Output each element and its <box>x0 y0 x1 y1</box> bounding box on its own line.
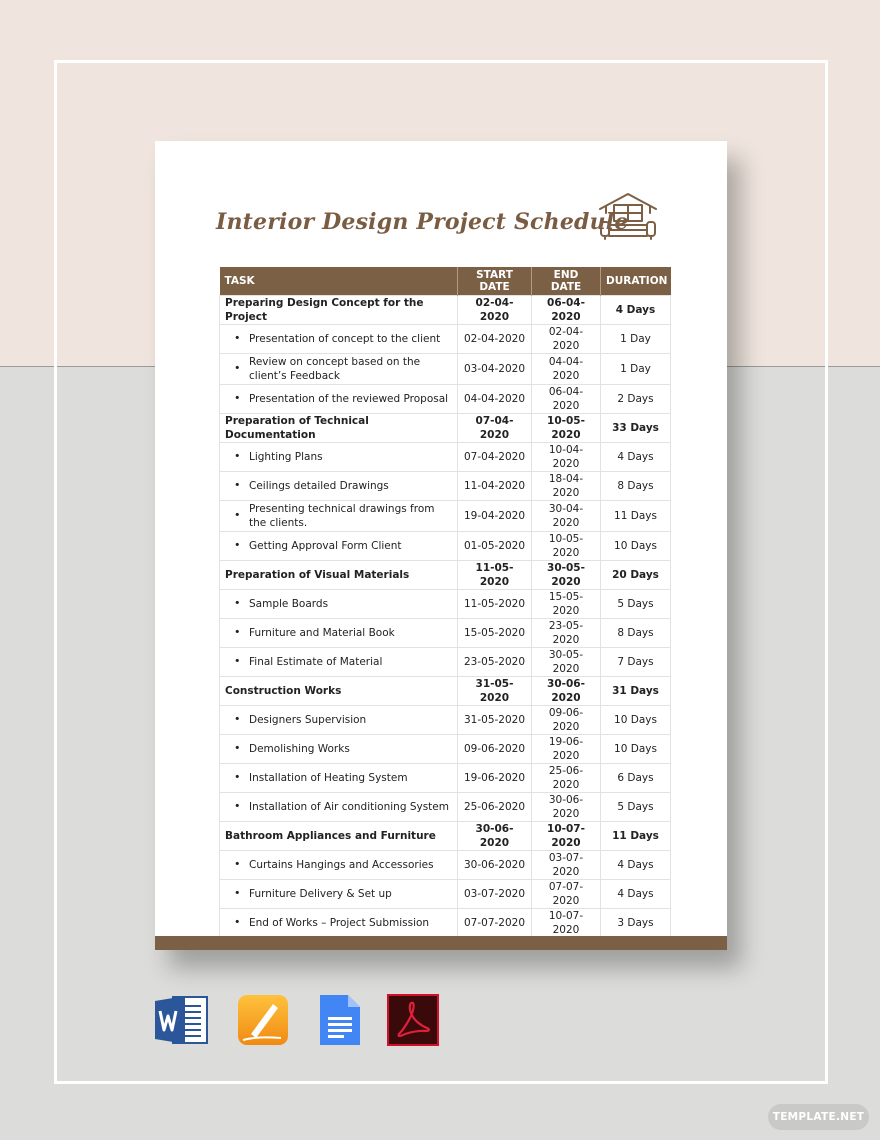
duration-cell: 4 Days <box>601 851 671 880</box>
header-start-date: START DATE <box>458 267 532 296</box>
table-group-row <box>220 677 671 706</box>
table-row <box>220 619 671 648</box>
task-cell: • Designers Supervision <box>220 706 458 735</box>
duration-cell: 8 Days <box>601 472 671 501</box>
task-cell: • Presentation of concept to the client <box>220 325 458 354</box>
table-header-row <box>220 267 671 296</box>
task-cell: • Installation of Heating System <box>220 764 458 793</box>
google-docs-icon[interactable] <box>316 994 370 1046</box>
duration-cell: 8 Days <box>601 619 671 648</box>
word-icon[interactable] <box>155 994 209 1046</box>
end-date-cell: 15-05-2020 <box>532 590 601 619</box>
start-date-cell: 07-07-2020 <box>458 909 532 938</box>
table-row <box>220 648 671 677</box>
end-date-cell: 23-05-2020 <box>532 619 601 648</box>
duration-cell: 2 Days <box>601 385 671 414</box>
task-cell: Preparation of Visual Materials <box>220 561 458 590</box>
duration-cell: 10 Days <box>601 532 671 561</box>
end-date-cell: 10-05-2020 <box>532 414 601 443</box>
task-cell: • Presenting technical drawings from the clients. <box>220 501 458 532</box>
end-date-cell: 30-06-2020 <box>532 677 601 706</box>
table-row <box>220 793 671 822</box>
task-cell: • Review on concept based on the client’s Feedback <box>220 354 458 385</box>
duration-cell: 7 Days <box>601 648 671 677</box>
table-row <box>220 385 671 414</box>
start-date-cell: 02-04-2020 <box>458 296 532 325</box>
document-title: Interior Design Project Schedule <box>216 209 629 235</box>
end-date-cell: 09-06-2020 <box>532 706 601 735</box>
task-cell: • Final Estimate of Material <box>220 648 458 677</box>
header-task: TASK <box>220 267 458 296</box>
start-date-cell: 04-04-2020 <box>458 385 532 414</box>
table-row <box>220 590 671 619</box>
table-group-row <box>220 561 671 590</box>
house-furniture-icon <box>597 191 659 243</box>
end-date-cell: 07-07-2020 <box>532 880 601 909</box>
task-cell: • Curtains Hangings and Accessories <box>220 851 458 880</box>
task-cell: Bathroom Appliances and Furniture <box>220 822 458 851</box>
end-date-cell: 18-04-2020 <box>532 472 601 501</box>
start-date-cell: 15-05-2020 <box>458 619 532 648</box>
duration-cell: 1 Day <box>601 325 671 354</box>
start-date-cell: 07-04-2020 <box>458 414 532 443</box>
table-row <box>220 735 671 764</box>
start-date-cell: 30-06-2020 <box>458 851 532 880</box>
start-date-cell: 11-05-2020 <box>458 561 532 590</box>
start-date-cell: 31-05-2020 <box>458 706 532 735</box>
duration-cell: 5 Days <box>601 590 671 619</box>
end-date-cell: 30-04-2020 <box>532 501 601 532</box>
document-footer-bar <box>155 936 727 950</box>
start-date-cell: 02-04-2020 <box>458 325 532 354</box>
start-date-cell: 03-07-2020 <box>458 880 532 909</box>
duration-cell: 4 Days <box>601 443 671 472</box>
table-row <box>220 851 671 880</box>
end-date-cell: 30-06-2020 <box>532 793 601 822</box>
task-cell: • End of Works – Project Submission <box>220 909 458 938</box>
end-date-cell: 06-04-2020 <box>532 385 601 414</box>
end-date-cell: 10-07-2020 <box>532 909 601 938</box>
task-cell: • Getting Approval Form Client <box>220 532 458 561</box>
table-row <box>220 706 671 735</box>
task-cell: • Furniture Delivery & Set up <box>220 880 458 909</box>
duration-cell: 33 Days <box>601 414 671 443</box>
table-group-row <box>220 822 671 851</box>
table-row <box>220 443 671 472</box>
duration-cell: 4 Days <box>601 880 671 909</box>
task-cell: • Installation of Air conditioning System <box>220 793 458 822</box>
table-group-row <box>220 296 671 325</box>
end-date-cell: 02-04-2020 <box>532 325 601 354</box>
duration-cell: 4 Days <box>601 296 671 325</box>
task-cell: • Presentation of the reviewed Proposal <box>220 385 458 414</box>
start-date-cell: 31-05-2020 <box>458 677 532 706</box>
end-date-cell: 30-05-2020 <box>532 561 601 590</box>
duration-cell: 11 Days <box>601 501 671 532</box>
task-cell: • Demolishing Works <box>220 735 458 764</box>
task-cell: • Furniture and Material Book <box>220 619 458 648</box>
end-date-cell: 03-07-2020 <box>532 851 601 880</box>
end-date-cell: 10-07-2020 <box>532 822 601 851</box>
task-cell: • Lighting Plans <box>220 443 458 472</box>
task-cell: • Ceilings detailed Drawings <box>220 472 458 501</box>
duration-cell: 3 Days <box>601 909 671 938</box>
end-date-cell: 10-05-2020 <box>532 532 601 561</box>
format-icons <box>0 994 880 1050</box>
duration-cell: 1 Day <box>601 354 671 385</box>
task-cell: Preparing Design Concept for the Project <box>220 296 458 325</box>
table-row <box>220 764 671 793</box>
start-date-cell: 07-04-2020 <box>458 443 532 472</box>
end-date-cell: 19-06-2020 <box>532 735 601 764</box>
start-date-cell: 01-05-2020 <box>458 532 532 561</box>
table-row <box>220 325 671 354</box>
end-date-cell: 04-04-2020 <box>532 354 601 385</box>
header-end-date: END DATE <box>532 267 601 296</box>
table-row <box>220 472 671 501</box>
start-date-cell: 03-04-2020 <box>458 354 532 385</box>
table-row <box>220 501 671 532</box>
table-row <box>220 909 671 938</box>
pdf-icon[interactable] <box>387 994 441 1046</box>
duration-cell: 20 Days <box>601 561 671 590</box>
end-date-cell: 30-05-2020 <box>532 648 601 677</box>
start-date-cell: 25-06-2020 <box>458 793 532 822</box>
task-cell: Construction Works <box>220 677 458 706</box>
table-row <box>220 532 671 561</box>
task-cell: Preparation of Technical Documentation <box>220 414 458 443</box>
task-cell: • Sample Boards <box>220 590 458 619</box>
duration-cell: 31 Days <box>601 677 671 706</box>
schedule-table <box>219 267 671 938</box>
start-date-cell: 11-04-2020 <box>458 472 532 501</box>
duration-cell: 6 Days <box>601 764 671 793</box>
table-row <box>220 354 671 385</box>
start-date-cell: 23-05-2020 <box>458 648 532 677</box>
start-date-cell: 19-04-2020 <box>458 501 532 532</box>
end-date-cell: 10-04-2020 <box>532 443 601 472</box>
start-date-cell: 11-05-2020 <box>458 590 532 619</box>
duration-cell: 10 Days <box>601 706 671 735</box>
watermark-badge[interactable]: TEMPLATE.NET <box>768 1104 869 1130</box>
start-date-cell: 09-06-2020 <box>458 735 532 764</box>
header-duration: DURATION <box>601 267 671 296</box>
document-page <box>155 141 727 950</box>
end-date-cell: 06-04-2020 <box>532 296 601 325</box>
start-date-cell: 30-06-2020 <box>458 822 532 851</box>
table-group-row <box>220 414 671 443</box>
table-row <box>220 880 671 909</box>
duration-cell: 10 Days <box>601 735 671 764</box>
start-date-cell: 19-06-2020 <box>458 764 532 793</box>
duration-cell: 5 Days <box>601 793 671 822</box>
end-date-cell: 25-06-2020 <box>532 764 601 793</box>
pages-icon[interactable] <box>237 994 291 1046</box>
duration-cell: 11 Days <box>601 822 671 851</box>
